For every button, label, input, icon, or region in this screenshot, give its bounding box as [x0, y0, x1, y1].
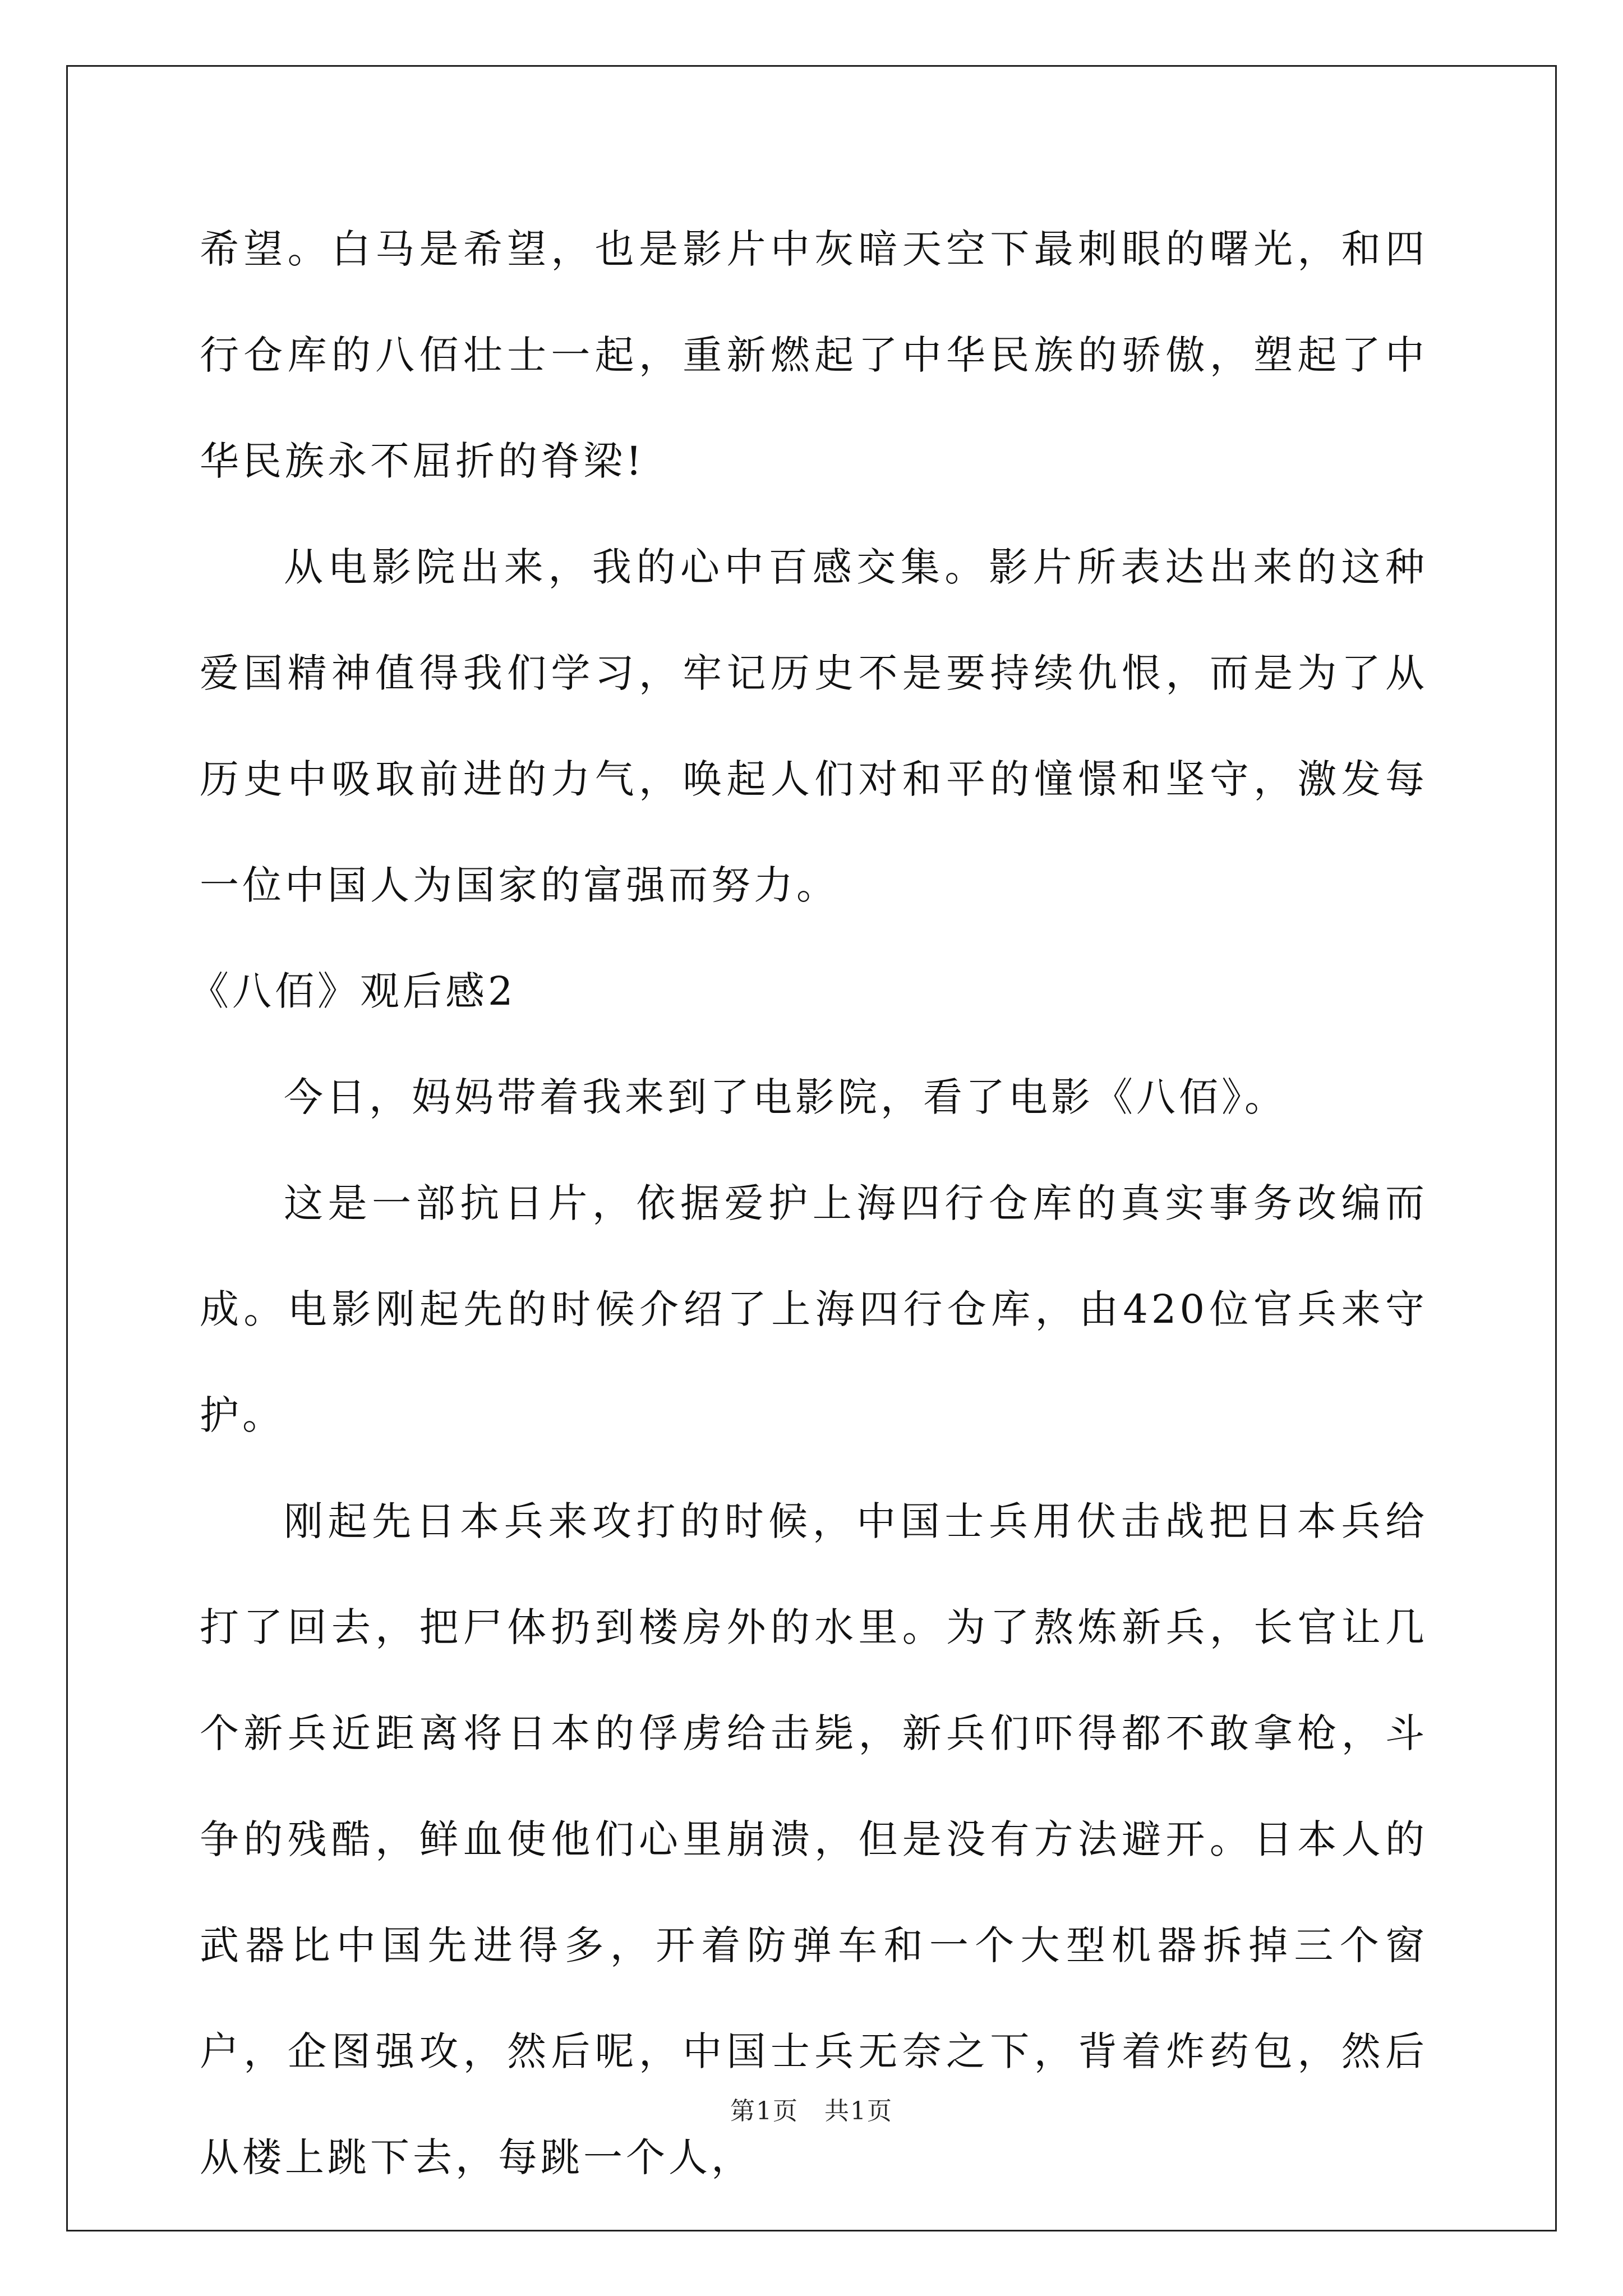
paragraph-continuation: 希望。白马是希望，也是影片中灰暗天空下最刺眼的曙光，和四行仓库的八佰壮士一起，重新燃起了中华民族的骄傲，塑起了中华民族永不屈折的脊梁! [200, 226, 1428, 484]
paragraph-reflection: 从电影院出来，我的心中百感交集。影片所表达出来的这种爱国精神值得我们学习，牢记历史不是要持续仇恨，而是为了从历史中吸取前进的力气，唤起人们对和平的憧憬和坚守，激发每一位中国人为国家的富强而努力。 [200, 544, 1428, 908]
paragraph-summary: 这是一部抗日片，依据爱护上海四行仓库的真实事务改编而成。电影刚起先的时候介绍了上海四行仓库，由420位官兵来守护。 [200, 1180, 1428, 1438]
paragraph-story: 刚起先日本兵来攻打的时候，中国士兵用伏击战把日本兵给打了回去，把尸体扔到楼房外的水里。为了熬炼新兵，长官让几个新兵近距离将日本的俘虏给击毙，新兵们吓得都不敢拿枪，斗争的残酷，鲜血使他们心里崩溃，但是没有方法避开。日本人的武器比中国先进得多，开着防弹车和一个大型机器拆掉三个窗户，企图强攻，然后呢，中国士兵无奈之下，背着炸药包，然后从楼上跳下去，每跳一个人， [200, 1498, 1428, 2180]
document-body [190, 196, 1428, 2211]
paragraph-intro: 今日，妈妈带着我来到了电影院，看了电影《八佰》。 [284, 1074, 1287, 1120]
page-number-footer: 第1页 共1页 [730, 2097, 893, 2125]
section-heading: 《八佰》观后感2 [190, 968, 517, 1014]
